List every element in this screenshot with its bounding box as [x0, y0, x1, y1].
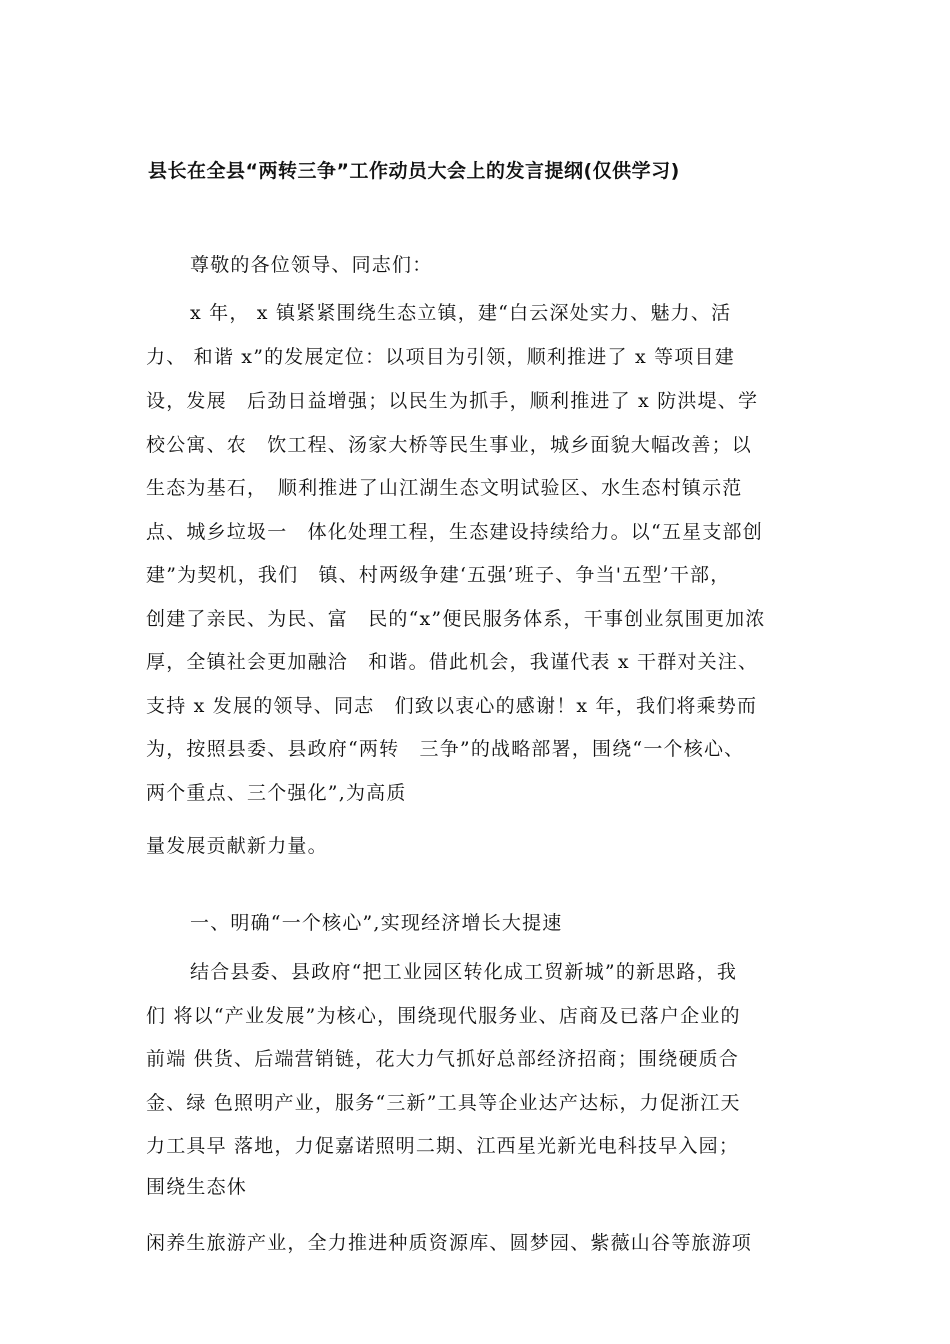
document-title: 县长在全县“两转三争”工作动员大会上的发言提纲(仅供学习) — [148, 160, 680, 182]
salutation: 尊敬的各位领导、同志们： — [190, 254, 433, 276]
paragraph-line: 点、城乡垃圾一 体化处理工程，生态建设持续给力。以“五星支部创 — [146, 521, 763, 543]
paragraph-line: 金、绿 色照明产业，服务“三新”工具等企业达产达标，力促浙江天 — [146, 1092, 741, 1114]
paragraph-line: 厚，全镇社会更加融洽 和谐。借此机会，我谨代表 x 干群对关注、 — [146, 651, 759, 673]
paragraph-line: 支持 x 发展的领导、同志 们致以衷心的感谢！x 年，我们将乘势而 — [146, 695, 758, 717]
paragraph-line: 生态为基石， 顺利推进了山江湖生态文明试验区、水生态村镇示范 — [146, 477, 743, 499]
section-heading: 一、明确“一个核心”,实现经济增长大提速 — [190, 912, 563, 934]
paragraph-line: 校公寓、农 饮工程、汤家大桥等民生事业，城乡面貌大幅改善；以 — [146, 434, 753, 456]
paragraph-line: 力、 和谐 x”的发展定位：以项目为引领，顺利推进了 x 等项目建 — [146, 346, 735, 368]
paragraph-line: 设，发展 后劲日益增强；以民生为抓手，顺利推进了 x 防洪堤、学 — [146, 390, 759, 412]
paragraph-line: 前端 供货、后端营销链，花大力气抓好总部经济招商；围绕硬质合 — [146, 1048, 740, 1070]
paragraph-line: 量发展贡献新力量。 — [146, 835, 328, 857]
paragraph-line: 为，按照县委、县政府“两转 三争”的战略部署，围绕“一个核心、 — [146, 738, 745, 760]
paragraph-line: 力工具早 落地，力促嘉诺照明二期、江西星光新光电科技早入园； — [146, 1135, 740, 1157]
paragraph-line: 闲养生旅游产业，全力推进种质资源库、圆梦园、紫薇山谷等旅游项 — [146, 1232, 753, 1254]
paragraph-line: 们 将以“产业发展”为核心，围绕现代服务业、店商及已落户企业的 — [146, 1005, 741, 1027]
paragraph-line: 建”为契机，我们 镇、村两级争建‘五强’班子、争当'五型’干部， — [146, 564, 731, 586]
paragraph-line: 两个重点、三个强化”,为高质 — [146, 782, 407, 804]
paragraph-line: 围绕生态休 — [146, 1176, 248, 1198]
paragraph-line: 创建了亲民、为民、富 民的“x”便民服务体系，干事创业氛围更加浓 — [146, 608, 766, 630]
paragraph-line: 结合县委、县政府“把工业园区转化成工贸新城”的新思路，我 — [190, 961, 738, 983]
paragraph-line: x 年， x 镇紧紧围绕生态立镇，建“白云深处实力、魅力、活 — [190, 302, 732, 324]
